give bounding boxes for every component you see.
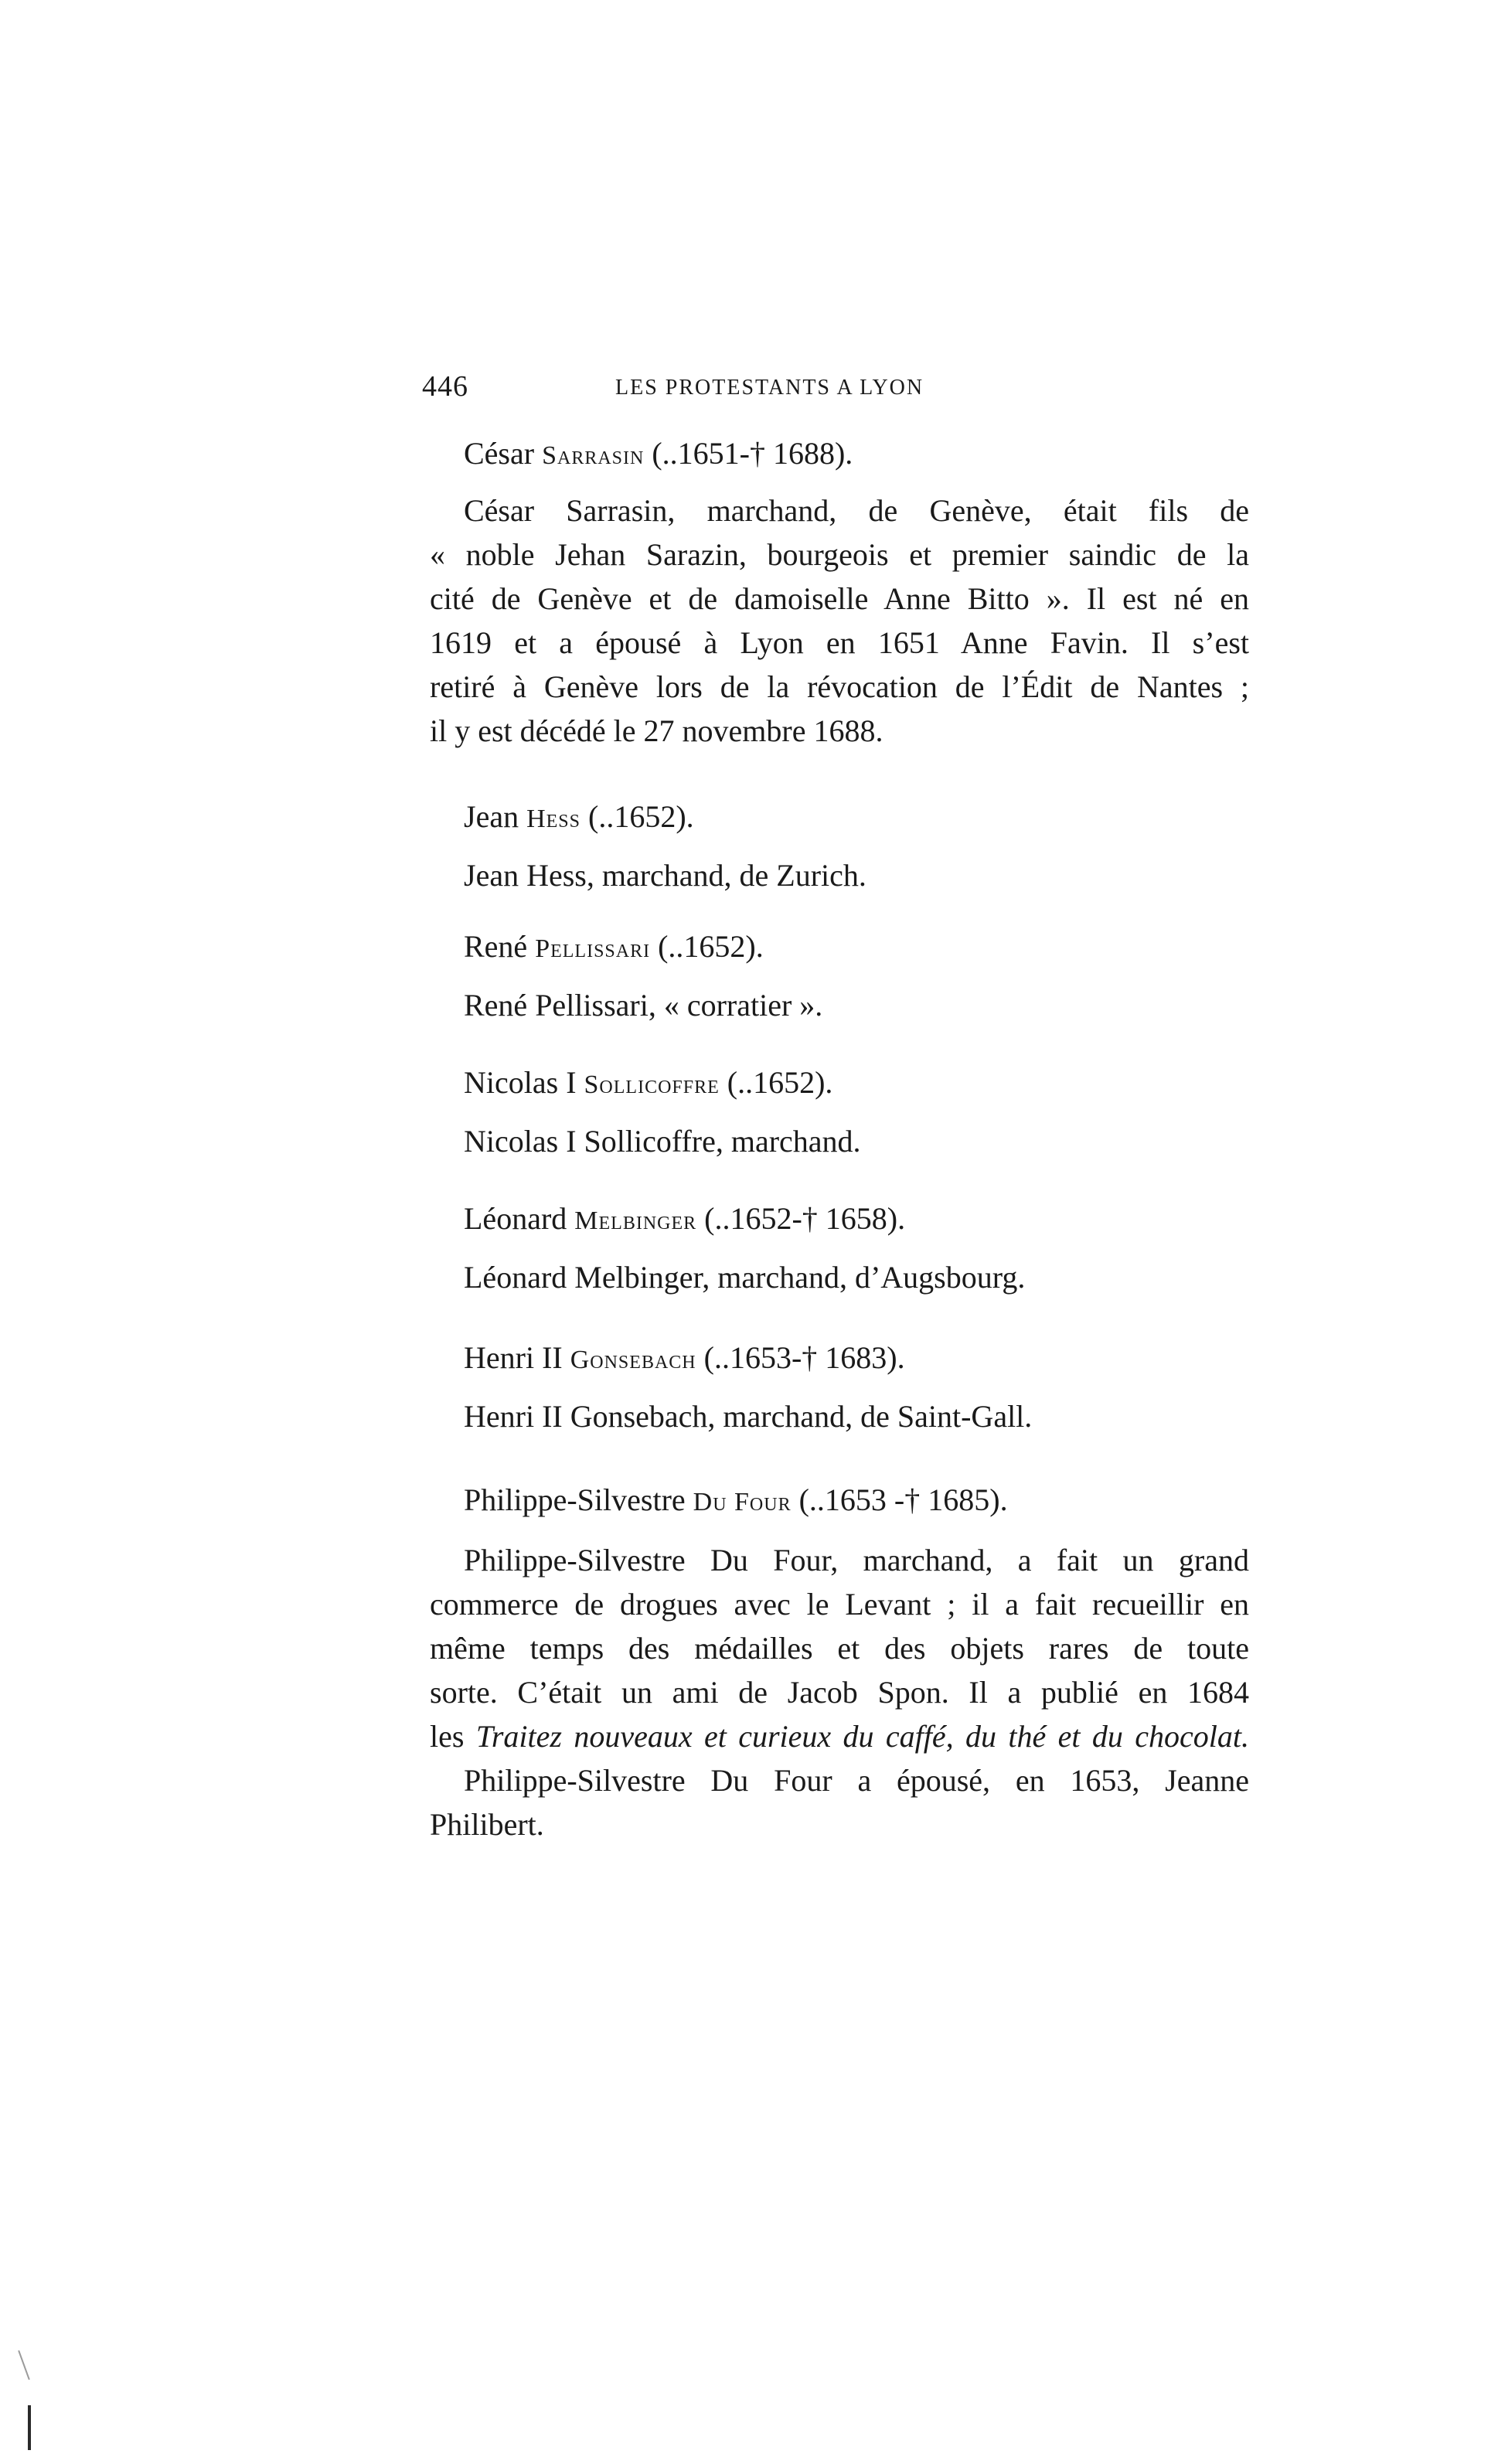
entry-title-hess: Jean Hess (..1652). xyxy=(464,799,694,834)
text-line: César Sarrasin, marchand, de Genève, était fils de xyxy=(464,493,1249,528)
text-line: commerce de drogues avec le Levant ; il a fait recueillir en xyxy=(430,1587,1249,1622)
entry-line-pellissari: René Pellissari, « corratier ». xyxy=(464,988,823,1023)
text-line: cité de Genève et de damoiselle Anne Bitto ». Il est né en xyxy=(430,581,1249,616)
entry-line-hess: Jean Hess, marchand, de Zurich. xyxy=(464,858,866,893)
entry-title-pellissari: René Pellissari (..1652). xyxy=(464,929,764,964)
text-line: 1619 et a épousé à Lyon en 1651 Anne Favin. Il s’est xyxy=(430,625,1249,660)
entry-line-melbinger: Léonard Melbinger, marchand, d’Augsbourg. xyxy=(464,1260,1026,1295)
paragraph-dufour xyxy=(430,1538,1249,1846)
text-line-italic-title: les Traitez nouveaux et curieux du caffé, du thé et du chocolat. xyxy=(430,1719,1249,1754)
book-title: Traitez nouveaux et curieux du caffé, du thé et du chocolat. xyxy=(475,1719,1249,1754)
entry-line-gonsebach: Henri II Gonsebach, marchand, de Saint-Gall. xyxy=(464,1399,1033,1434)
entry-title-melbinger: Léonard Melbinger (..1652-† 1658). xyxy=(464,1201,906,1236)
scan-artifact-mark xyxy=(28,2405,31,2450)
text-line: « noble Jehan Sarazin, bourgeois et premier saindic de la xyxy=(430,537,1249,572)
text-line: retiré à Genève lors de la révocation de l’Édit de Nantes ; xyxy=(430,669,1249,704)
running-head: LES PROTESTANTS A LYON xyxy=(615,376,924,400)
entry-title-dufour: Philippe-Silvestre Du Four (..1653 -† 1685). xyxy=(464,1482,1008,1517)
paragraph-sarrasin xyxy=(430,488,1249,753)
entry-title-sarrasin: César Sarrasin (..1651-† 1688). xyxy=(464,436,853,471)
text-line: Philippe-Silvestre Du Four a épousé, en 1653, Jeanne xyxy=(464,1763,1249,1798)
text-line: sorte. C’était un ami de Jacob Spon. Il a publié en 1684 xyxy=(430,1675,1249,1710)
entry-line-sollicoffre: Nicolas I Sollicoffre, marchand. xyxy=(464,1124,861,1159)
scan-artifact-line xyxy=(18,2350,30,2380)
text-line: Philippe-Silvestre Du Four, marchand, a fait un grand xyxy=(464,1543,1249,1577)
entry-title-gonsebach: Henri II Gonsebach (..1653-† 1683). xyxy=(464,1340,905,1375)
page-number: 446 xyxy=(422,370,468,403)
text-line: il y est décédé le 27 novembre 1688. xyxy=(430,713,883,748)
entry-title-sollicoffre: Nicolas I Sollicoffre (..1652). xyxy=(464,1065,833,1100)
text-line: Philibert. xyxy=(430,1807,544,1842)
page-header xyxy=(422,369,1249,416)
text-line: même temps des médailles et des objets rares de toute xyxy=(430,1631,1249,1666)
